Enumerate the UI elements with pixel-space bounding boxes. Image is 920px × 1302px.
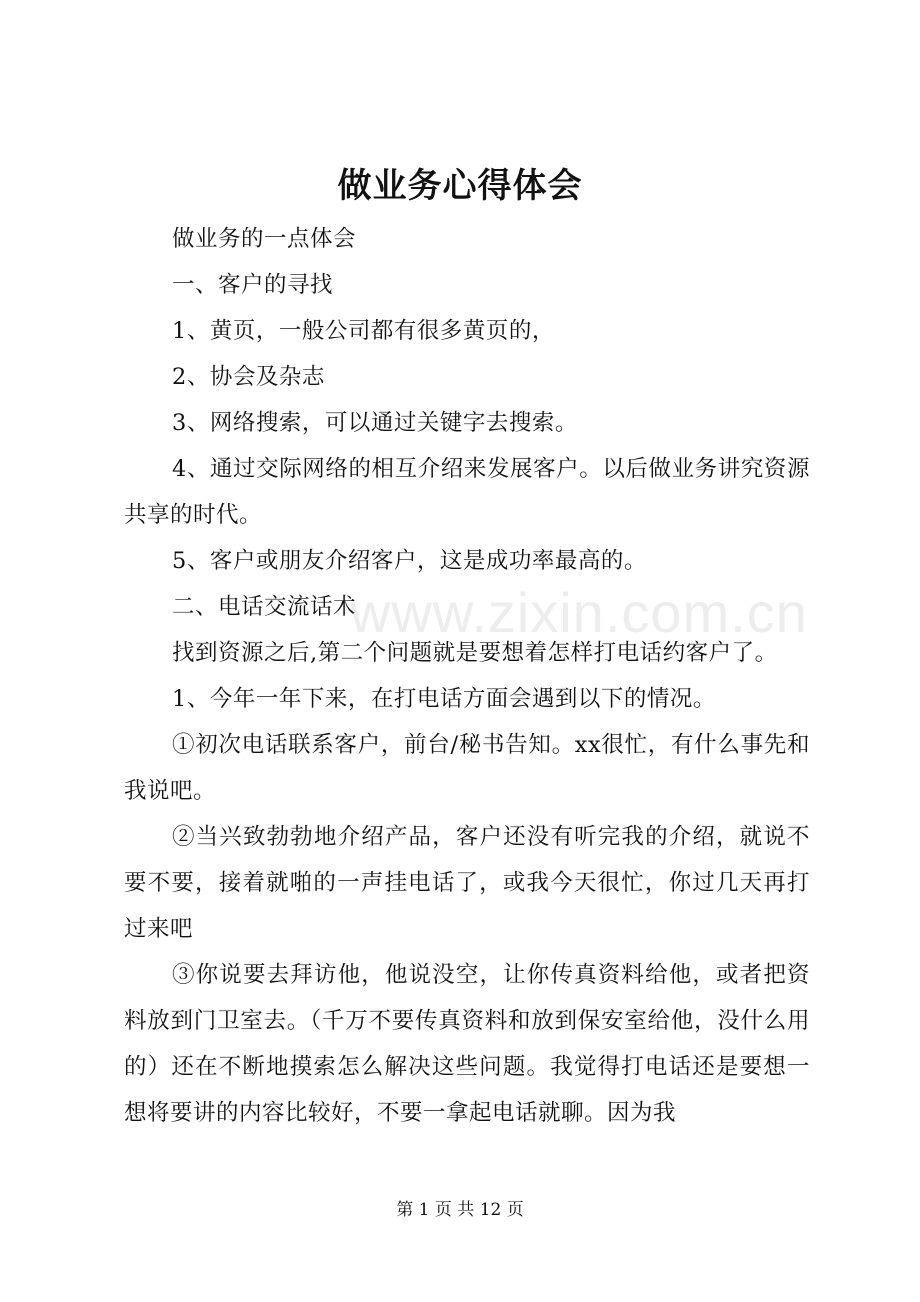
paragraph: 1、黄页，一般公司都有很多黄页的，: [172, 318, 555, 344]
paragraph: 4、通过交际网络的相互介绍来发展客户。以后做业务讲究资源共享的时代。: [124, 456, 810, 528]
document-body: [124, 216, 810, 1136]
paragraph: 2、协会及杂志: [172, 364, 325, 390]
watermark: www.zixin.com.cn: [350, 581, 808, 644]
paragraph: 5、客户或朋友介绍客户，这是成功率最高的。: [172, 548, 647, 574]
document-title: 做业务心得体会: [337, 166, 583, 206]
paragraph: 3、网络搜索，可以通过关键字去搜索。: [172, 410, 578, 436]
paragraph: ②当兴致勃勃地介绍产品，客户还没有听完我的介绍，就说不要不要，接着就啪的一声挂电话了，或我今天很忙，你过几天再打过来吧: [124, 824, 810, 942]
paragraph: 做业务的一点体会: [172, 226, 357, 252]
page-footer: 第 1 页 共 12 页: [396, 1200, 524, 1220]
paragraph: 一、客户的寻找: [172, 272, 334, 298]
paragraph: 找到资源之后,第二个问题就是要想着怎样打电话约客户了。: [172, 640, 778, 666]
paragraph: ①初次电话联系客户，前台/秘书告知。xx很忙，有什么事先和我说吧。: [124, 732, 810, 804]
paragraph: ③你说要去拜访他，他说没空，让你传真资料给他，或者把资料放到门卫室去。（千万不要传真资料和放到保安室给他，没什么用的）还在不断地摸索怎么解决这些问题。我觉得打电话还是要想一想将要讲的内容比较好，不要一拿起电话就聊。因为我: [124, 962, 810, 1126]
paragraph: 1、今年一年下来，在打电话方面会遇到以下的情况。: [172, 686, 716, 712]
paragraph: 二、电话交流话术: [172, 594, 357, 620]
